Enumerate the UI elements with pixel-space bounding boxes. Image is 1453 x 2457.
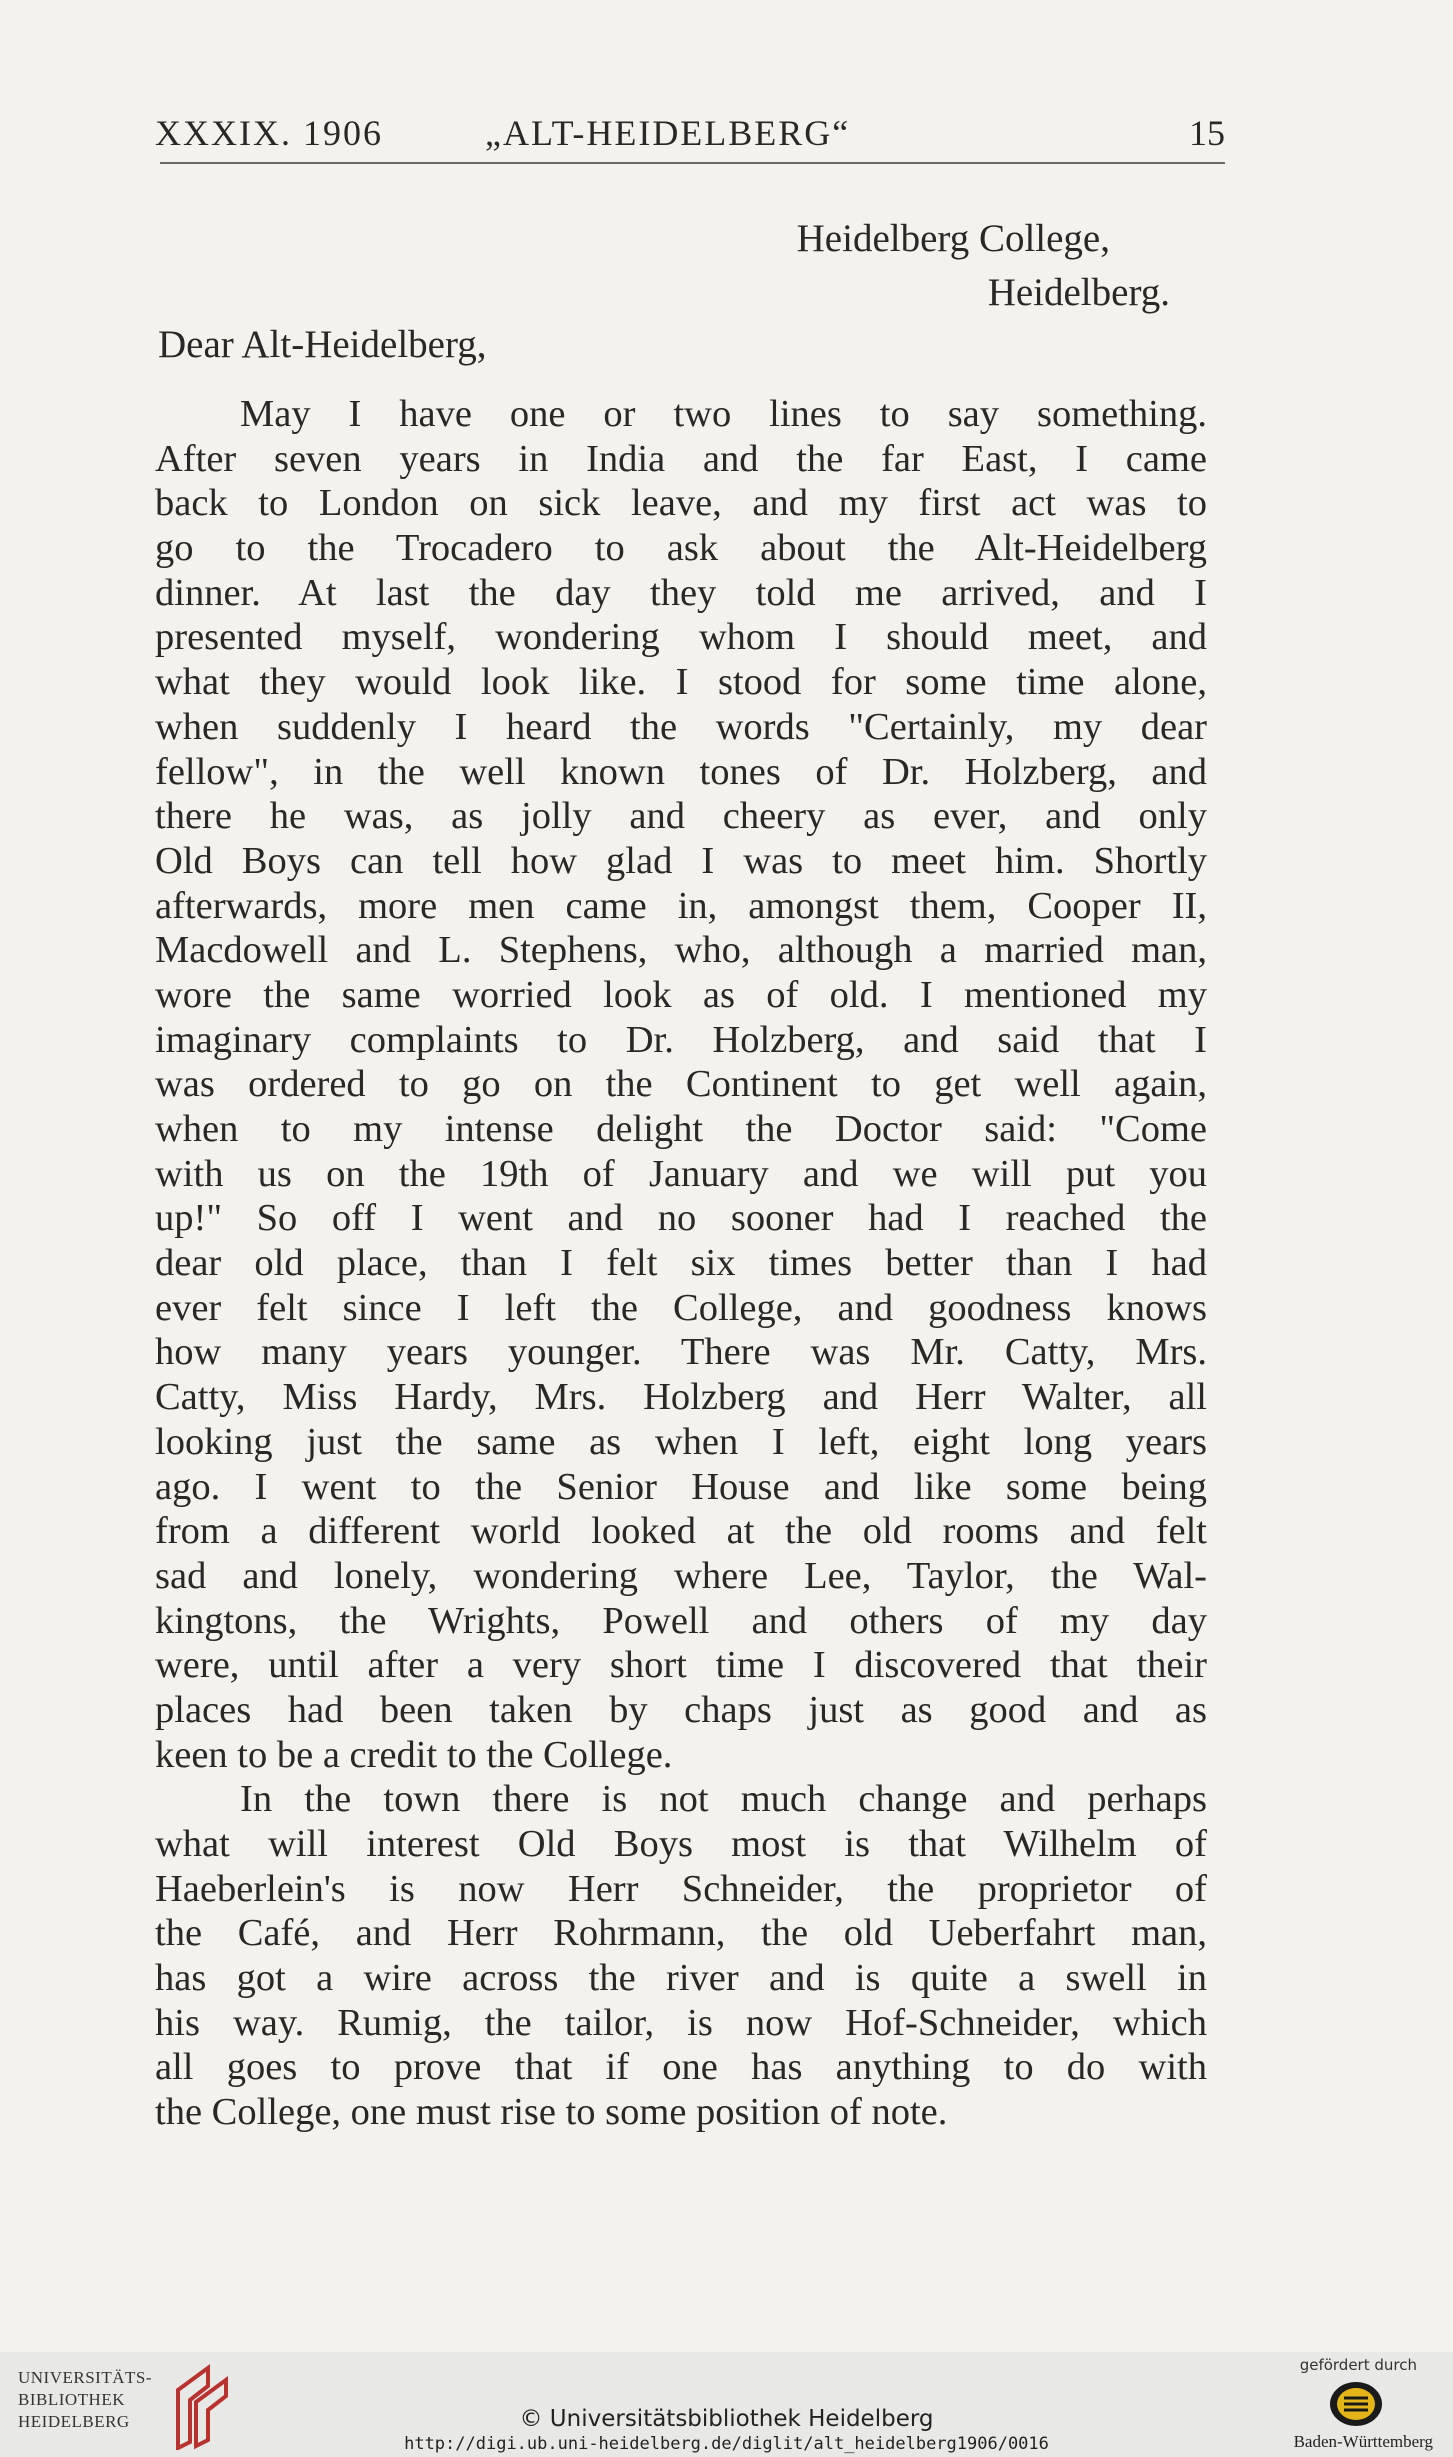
journal-title: „ALT-HEIDELBERG“ [485, 113, 851, 153]
digitization-footer [0, 2352, 1453, 2457]
address-line-college: Heidelberg College, [796, 217, 1110, 260]
body-line: were, until after a very short time I discovered that their [155, 1644, 1207, 1687]
body-line: dear old place, than I felt six times better than I had [155, 1242, 1207, 1285]
body-line: from a different world looked at the old rooms and felt [155, 1510, 1207, 1553]
body-line: all goes to prove that if one has anything to do with [155, 2046, 1207, 2089]
library-name-line: BIBLIOTHEK [18, 2390, 125, 2409]
body-line: sad and lonely, wondering where Lee, Taylor, the Wal- [155, 1554, 1207, 1597]
body-line: Macdowell and L. Stephens, who, although a married man, [155, 929, 1207, 972]
body-line: ever felt since I left the College, and goodness knows [155, 1286, 1207, 1329]
body-line: kingtons, the Wrights, Powell and others of my day [155, 1599, 1207, 1642]
header-rule [160, 162, 1225, 164]
library-name-line: HEIDELBERG [18, 2412, 130, 2431]
body-line: has got a wire across the river and is quite a swell in [155, 1957, 1207, 2000]
body-line: afterwards, more men came in, amongst them, Cooper II, [155, 884, 1207, 927]
body-line: imaginary complaints to Dr. Holzberg, and said that I [155, 1018, 1207, 1061]
body-line: dinner. At last the day they told me arrived, and I [155, 571, 1207, 614]
body-line: presented myself, wondering whom I should meet, and [155, 616, 1207, 659]
coat-of-arms-icon [1327, 2378, 1385, 2430]
letter-body [155, 392, 1207, 2135]
body-line: go to the Trocadero to ask about the Alt-Heidelberg [155, 527, 1207, 570]
body-line: what they would look like. I stood for some time alone, [155, 661, 1207, 704]
body-line: After seven years in India and the far East, I came [155, 437, 1207, 480]
library-name-line: UNIVERSITÄTS- [18, 2368, 152, 2387]
body-line: Haeberlein's is now Herr Schneider, the proprietor of [155, 1867, 1207, 1910]
volume-year: XXXIX. 1906 [155, 113, 383, 153]
body-line: there he was, as jolly and cheery as ever, and only [155, 795, 1207, 838]
body-line: Catty, Miss Hardy, Mrs. Holzberg and Herr Walter, all [155, 1376, 1207, 1419]
running-head [155, 112, 1225, 164]
funder-name: Baden-Württemberg [1293, 2432, 1433, 2451]
body-line: places had been taken by chaps just as good and as [155, 1688, 1207, 1731]
body-line: with us on the 19th of January and we will put you [155, 1152, 1207, 1195]
letter-salutation: Dear Alt-Heidelberg, [158, 323, 487, 366]
body-line: fellow", in the well known tones of Dr. Holzberg, and [155, 750, 1207, 793]
body-line: his way. Rumig, the tailor, is now Hof-Schneider, which [155, 2001, 1207, 2044]
body-line: when to my intense delight the Doctor said: "Come [155, 1108, 1207, 1150]
body-line: what will interest Old Boys most is that Wilhelm of [155, 1823, 1207, 1865]
body-line: keen to be a credit to the College. [155, 1733, 673, 1776]
body-line: up!" So off I went and no sooner had I reached the [155, 1197, 1207, 1240]
body-line: when suddenly I heard the words "Certainly, my dear [155, 705, 1207, 748]
copyright-notice: © Universitätsbibliothek Heidelberg [519, 2406, 934, 2432]
page-number: 15 [1189, 113, 1225, 153]
body-line: how many years younger. There was Mr. Catty, Mrs. [155, 1331, 1207, 1374]
funder-label: gefördert durch [1299, 2356, 1417, 2374]
body-line: was ordered to go on the Continent to get well again, [155, 1063, 1207, 1106]
address-line-city: Heidelberg. [987, 271, 1170, 314]
body-line: wore the same worried look as of old. I mentioned my [155, 973, 1207, 1016]
body-line: Old Boys can tell how glad I was to meet him. Shortly [155, 839, 1207, 882]
body-line: May I have one or two lines to say something. [240, 393, 1207, 435]
body-line: the Café, and Herr Rohrmann, the old Ueberfahrt man, [155, 1912, 1207, 1955]
body-line: the College, one must rise to some position of note. [155, 2091, 948, 2134]
body-line: ago. I went to the Senior House and like some being [155, 1465, 1207, 1508]
body-line: looking just the same as when I left, eight long years [155, 1420, 1207, 1463]
permalink-url[interactable]: http://digi.ub.uni-heidelberg.de/diglit/alt_heidelberg1906/0016 [404, 2434, 1049, 2454]
body-line: back to London on sick leave, and my first act was to [155, 482, 1207, 525]
body-line: In the town there is not much change and perhaps [240, 1778, 1207, 1821]
